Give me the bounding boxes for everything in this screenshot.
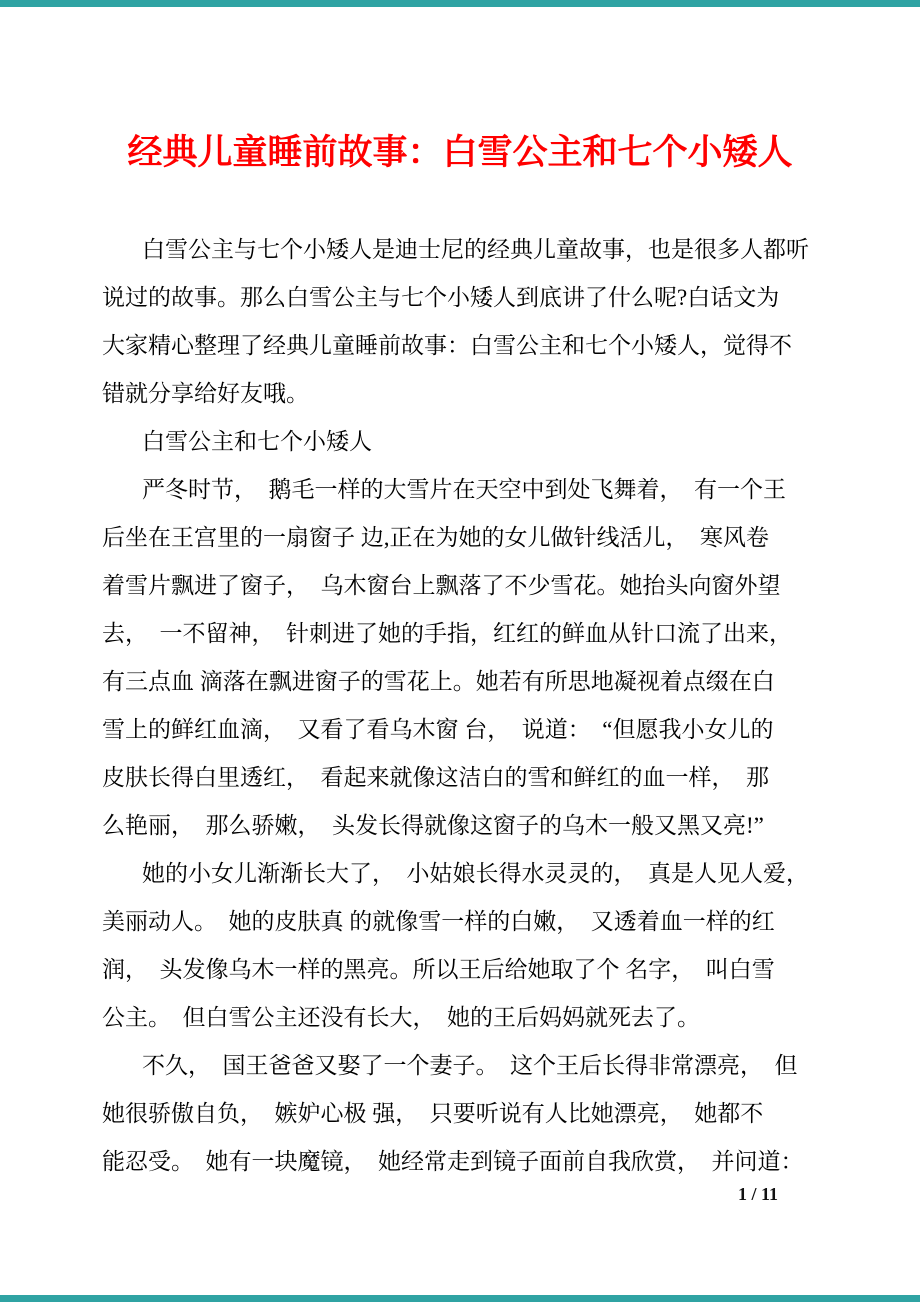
text-line: 能忍受。 她有一块魔镜， 她经常走到镜子面前自我欣赏， 并问道： — [102, 1149, 804, 1174]
text-line: 错就分享给好友哦。 — [102, 381, 309, 406]
text-line: 雪上的鲜红血滴， 又看了看乌木窗 台， 说道： “但愿我小女儿的 — [102, 717, 774, 742]
text-line: 她的小女儿渐渐长大了， 小姑娘长得水灵灵的， 真是人见人爱， — [142, 861, 809, 886]
document-body — [0, 226, 920, 1186]
text-line: 去， 一不留神， 针刺进了她的手指，红红的鲜血从针口流了出来， — [102, 621, 792, 646]
text-line: 她很骄傲自负， 嫉妒心极 强， 只要听说有人比她漂亮， 她都不 — [102, 1101, 764, 1126]
text-line: 润， 头发像乌木一样的黑亮。所以王后给她取了个 名字， 叫白雪 — [102, 957, 775, 982]
paragraph — [102, 226, 860, 418]
paragraph — [102, 1042, 860, 1186]
text-line: 不久， 国王爸爸又娶了一个妻子。 这个王后长得非常漂亮， 但 — [142, 1053, 798, 1078]
paragraph — [102, 850, 860, 1042]
text-line: 公主。 但白雪公主还没有长大， 她的王后妈妈就死去了。 — [102, 1005, 700, 1030]
text-line: 白雪公主与七个小矮人是迪士尼的经典儿童故事，也是很多人都听 — [142, 237, 809, 262]
paragraph — [102, 418, 860, 466]
top-edge-bar — [0, 0, 920, 7]
text-line: 皮肤长得白里透红， 看起来就像这洁白的雪和鲜红的血一样， 那 — [102, 765, 769, 790]
text-line: 说过的故事。那么白雪公主与七个小矮人到底讲了什么呢?白话文为 — [102, 285, 780, 310]
text-line: 有三点血 滴落在飘进窗子的雪花上。她若有所思地凝视着点缀在白 — [102, 669, 775, 694]
text-line: 白雪公主和七个小矮人 — [142, 429, 372, 454]
text-line: 严冬时节， 鹅毛一样的大雪片在天空中到处飞舞着， 有一个王 — [142, 477, 786, 502]
text-line: 美丽动人。 她的皮肤真 的就像雪一样的白嫩， 又透着血一样的红 — [102, 909, 775, 934]
paragraph — [102, 466, 860, 850]
text-line: 大家精心整理了经典儿童睡前故事：白雪公主和七个小矮人，觉得不 — [102, 333, 792, 358]
document-title: 经典儿童睡前故事：白雪公主和七个小矮人 — [127, 133, 793, 172]
text-line: 么艳丽， 那么骄嫩， 头发长得就像这窗子的乌木一般又黑又亮!” — [102, 813, 764, 838]
text-line: 后坐在王宫里的一扇窗子 边,正在为她的女儿做针线活儿， 寒风卷 — [102, 525, 769, 550]
text-line: 着雪片飘进了窗子， 乌木窗台上飘落了不少雪花。她抬头向窗外望 — [102, 573, 781, 598]
page-number: 1 / 11 — [737, 1184, 778, 1204]
bottom-edge-bar — [0, 1295, 920, 1302]
